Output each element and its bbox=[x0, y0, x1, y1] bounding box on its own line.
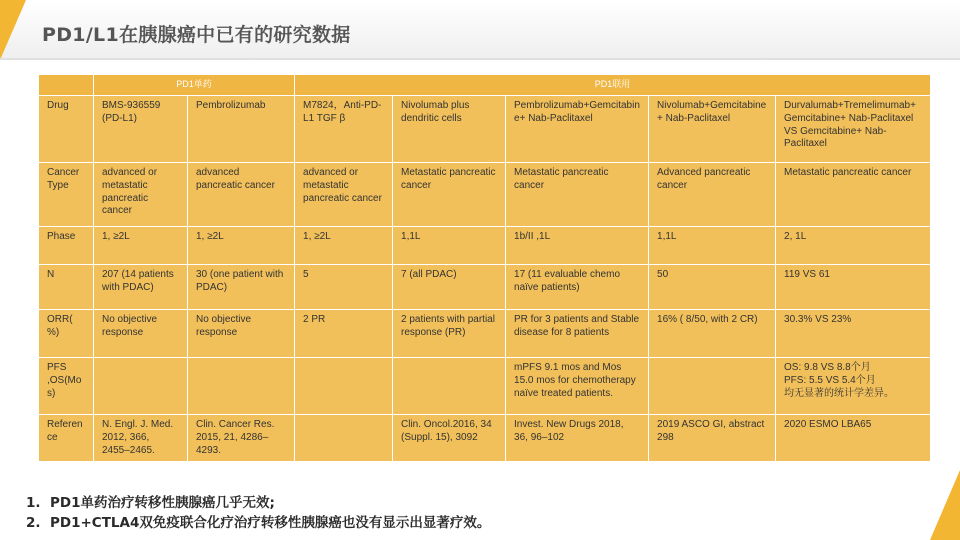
table-cell: Clin. Cancer Res. 2015, 21, 4286–4293. bbox=[188, 415, 295, 462]
slide-title: PD1/L1在胰腺癌中已有的研究数据 bbox=[42, 24, 351, 46]
table-row bbox=[39, 358, 931, 415]
table-cell bbox=[295, 415, 393, 462]
table-cell: M7824，Anti-PD-L1 TGF β bbox=[295, 96, 393, 163]
table-cell: 1, ≥2L bbox=[295, 227, 393, 265]
table-cell bbox=[393, 358, 506, 415]
note-number: 1. bbox=[26, 495, 41, 511]
group-header-mono: PD1单药 bbox=[94, 75, 295, 96]
row-label: Reference bbox=[39, 415, 94, 462]
note-item bbox=[26, 513, 490, 533]
table-cell: Nivolumab plus dendritic cells bbox=[393, 96, 506, 163]
note-text: PD1单药治疗转移性胰腺癌几乎无效; bbox=[50, 495, 275, 511]
note-item bbox=[26, 493, 490, 513]
table-cell: Metastatic pancreatic cancer bbox=[506, 163, 649, 227]
row-label: Drug bbox=[39, 96, 94, 163]
table-cell: 2020 ESMO LBA65 bbox=[776, 415, 931, 462]
note-number: 2. bbox=[26, 515, 41, 531]
table-row bbox=[39, 227, 931, 265]
table-cell: 17 (11 evaluable chemo naïve patients) bbox=[506, 265, 649, 310]
table-cell: 207 (14 patients with PDAC) bbox=[94, 265, 188, 310]
table-cell: Metastatic pancreatic cancer bbox=[776, 163, 931, 227]
table-cell: 2, 1L bbox=[776, 227, 931, 265]
table-row bbox=[39, 415, 931, 462]
table-cell bbox=[295, 358, 393, 415]
table-cell: 2 PR bbox=[295, 310, 393, 358]
table-cell: Durvalumab+Tremelimumab+Gemcitabine+ Nab-Paclitaxel VS Gemcitabine+ Nab-Paclitaxel bbox=[776, 96, 931, 163]
table-cell: 5 bbox=[295, 265, 393, 310]
table-cell: OS: 9.8 VS 8.8个月 PFS: 5.5 VS 5.4个月 均无显著的统计学差异。 bbox=[776, 358, 931, 415]
table-cell bbox=[649, 358, 776, 415]
row-label: ORR( %) bbox=[39, 310, 94, 358]
table-row bbox=[39, 96, 931, 163]
table-cell: 2019 ASCO GI, abstract 298 bbox=[649, 415, 776, 462]
table-cell: 2 patients with partial response (PR) bbox=[393, 310, 506, 358]
table-row bbox=[39, 265, 931, 310]
table-cell: Metastatic pancreatic cancer bbox=[393, 163, 506, 227]
table-cell: PR for 3 patients and Stable disease for 8 patients bbox=[506, 310, 649, 358]
table-cell: advanced or metastatic pancreatic cancer bbox=[94, 163, 188, 227]
row-label: Cancer Type bbox=[39, 163, 94, 227]
table-cell: Clin. Oncol.2016, 34 (Suppl. 15), 3092 bbox=[393, 415, 506, 462]
table-cell bbox=[188, 358, 295, 415]
group-header-row bbox=[39, 75, 931, 96]
table-cell: 7 (all PDAC) bbox=[393, 265, 506, 310]
table-cell: Invest. New Drugs 2018, 36, 96–102 bbox=[506, 415, 649, 462]
table-cell: Pembrolizumab+Gemcitabine+ Nab-Paclitaxel bbox=[506, 96, 649, 163]
table-cell: 1, ≥2L bbox=[188, 227, 295, 265]
table-cell: 1, ≥2L bbox=[94, 227, 188, 265]
table-cell: 30.3% VS 23% bbox=[776, 310, 931, 358]
row-label: N bbox=[39, 265, 94, 310]
group-header-combo: PD1联用 bbox=[295, 75, 931, 96]
table-row bbox=[39, 163, 931, 227]
table-cell: 1,1L bbox=[393, 227, 506, 265]
table-cell bbox=[94, 358, 188, 415]
table-cell: Advanced pancreatic cancer bbox=[649, 163, 776, 227]
table-cell: No objective response bbox=[94, 310, 188, 358]
study-data-table bbox=[38, 74, 931, 462]
group-header-blank bbox=[39, 75, 94, 96]
table-cell: 1b/II ,1L bbox=[506, 227, 649, 265]
table-cell: Pembrolizumab bbox=[188, 96, 295, 163]
table-cell: No objective response bbox=[188, 310, 295, 358]
table-row bbox=[39, 310, 931, 358]
conclusion-notes bbox=[26, 493, 490, 533]
table-cell: advanced pancreatic cancer bbox=[188, 163, 295, 227]
table-cell: 119 VS 61 bbox=[776, 265, 931, 310]
table-cell: BMS-936559 (PD-L1) bbox=[94, 96, 188, 163]
table-cell: 30 (one patient with PDAC) bbox=[188, 265, 295, 310]
table-cell: Nivolumab+Gemcitabine+ Nab-Paclitaxel bbox=[649, 96, 776, 163]
table-cell: N. Engl. J. Med. 2012, 366, 2455–2465. bbox=[94, 415, 188, 462]
table-cell: 1,1L bbox=[649, 227, 776, 265]
title-divider bbox=[0, 58, 960, 60]
row-label: Phase bbox=[39, 227, 94, 265]
corner-accent bbox=[0, 0, 26, 60]
note-text: PD1+CTLA4双免疫联合化疗治疗转移性胰腺癌也没有显示出显著疗效。 bbox=[50, 515, 491, 531]
row-label: PFS ,OS(Mos) bbox=[39, 358, 94, 415]
table-cell: advanced or metastatic pancreatic cancer bbox=[295, 163, 393, 227]
corner-accent-bottom bbox=[930, 470, 960, 540]
table-cell: 16% ( 8/50, with 2 CR) bbox=[649, 310, 776, 358]
table-cell: 50 bbox=[649, 265, 776, 310]
table-cell: mPFS 9.1 mos and Mos 15.0 mos for chemotherapy naïve treated patients. bbox=[506, 358, 649, 415]
